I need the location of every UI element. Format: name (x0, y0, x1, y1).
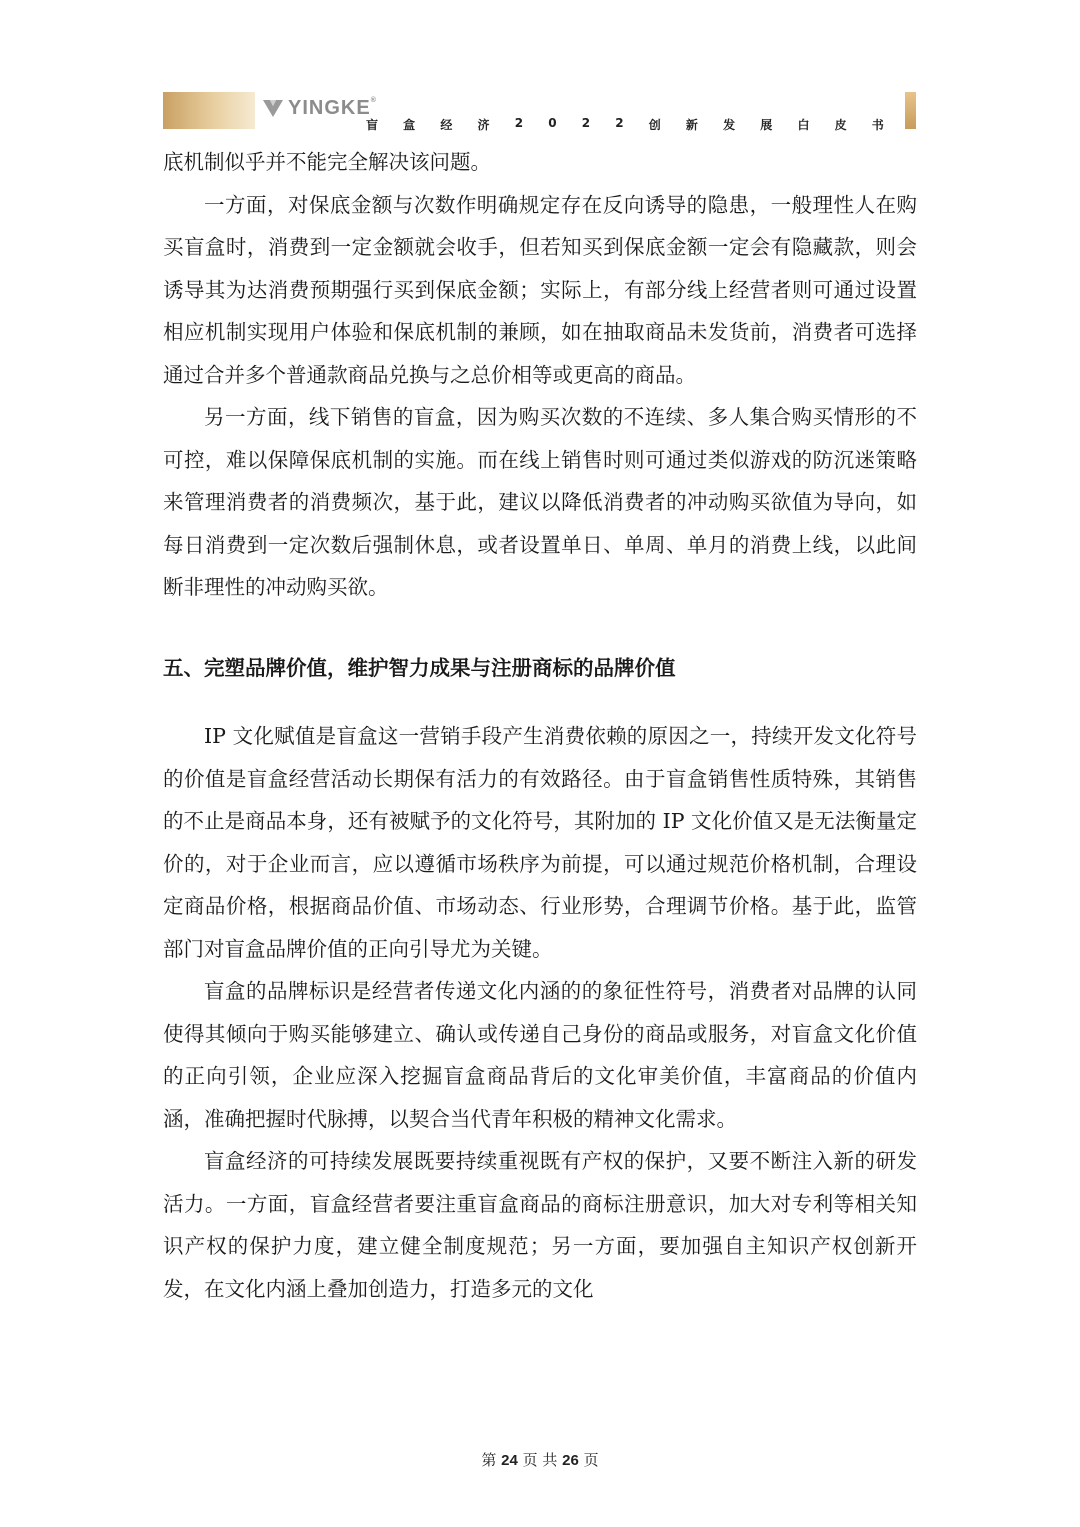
paragraph: 盲盒的品牌标识是经营者传递文化内涵的的象征性符号，消费者对品牌的认同使得其倾向于购买能够建立、确认或传递自己身份的商品或服务，对盲盒文化价值的正向引领，企业应深入挖掘盲盒商品背后的文化审美价值，丰富商品的价值内涵，准确把握时代脉搏，以契合当代青年积极的精神文化需求。 (163, 979, 917, 1131)
title-char: 盒 (403, 118, 416, 132)
document-title (366, 116, 884, 133)
title-char: 盲 (366, 118, 379, 132)
paragraph: 底机制似乎并不能完全解决该问题。 (163, 150, 491, 174)
footer-middle: 页 共 (522, 1451, 558, 1469)
paragraph: 盲盒经济的可持续发展既要持续重视既有产权的保护，又要不断注入新的研发活力。一方面，盲盒经营者要注重盲盒商品的商标注册意识，加大对专利等相关知识产权的保护力度，建立健全制度规范；另一方面，要加强自主知识产权创新开发，在文化内涵上叠加创造力，打造多元的文化 (163, 1149, 917, 1301)
header-gold-tab (905, 92, 916, 129)
paragraph: IP 文化赋值是盲盒这一营销手段产生消费依赖的原因之一，持续开发文化符号的价值是盲盒经营活动长期保有活力的有效路径。由于盲盒销售性质特殊，其销售的不止是商品本身，还有被赋予的文化符号，其附加的 IP 文化价值又是无法衡量定价的，对于企业而言，应以遵循市场秩序为前提，可以通过规范价格机制，合理设定商品价格，根据商品价值、市场动态、行业形势，合理调节价格。基于此，监管部门对盲盒品牌价值的正向引导尤为关键。 (163, 724, 917, 961)
title-char: 书 (871, 118, 884, 132)
section-heading: 五、完塑品牌价值，维护智力成果与注册商标的品牌价值 (163, 655, 676, 680)
title-char: 2 (581, 116, 591, 130)
title-char: 2 (514, 116, 524, 130)
title-char: 展 (760, 118, 773, 132)
title-char: 0 (548, 116, 557, 130)
title-char: 发 (723, 118, 736, 132)
yingke-logo-icon (262, 97, 284, 119)
footer-prefix: 第 (481, 1451, 497, 1469)
title-char: 白 (797, 118, 810, 132)
current-page-number: 24 (501, 1452, 518, 1469)
title-char: 新 (685, 118, 698, 132)
title-char: 皮 (834, 118, 847, 132)
title-char: 经 (440, 118, 453, 132)
page-content (163, 141, 917, 1310)
header-gold-band (163, 92, 255, 129)
title-char: 济 (477, 118, 490, 132)
title-char: 2 (615, 116, 624, 130)
paragraph: 另一方面，线下销售的盲盒，因为购买次数的不连续、多人集合购买情形的不可控，难以保障保底机制的实施。而在线上销售时则可通过类似游戏的防沉迷策略来管理消费者的消费频次，基于此，建议以降低消费者的冲动购买欲值为导向，如每日消费到一定次数后强制休息，或者设置单日、单周、单月的消费上线，以此间断非理性的冲动购买欲。 (163, 405, 917, 599)
logo-text: YINGKE® (288, 96, 377, 119)
footer-suffix: 页 (583, 1451, 599, 1469)
title-char: 创 (648, 118, 661, 132)
paragraph: 一方面，对保底金额与次数作明确规定存在反向诱导的隐患，一般理性人在购买盲盒时，消费到一定金额就会收手，但若知买到保底金额一定会有隐藏款，则会诱导其为达消费预期强行买到保底金额；实际上，有部分线上经营者则可通过设置相应机制实现用户体验和保底机制的兼顾，如在抽取商品未发货前，消费者可选择通过合并多个普通款商品兑换与之总价相等或更高的商品。 (163, 192, 917, 387)
total-pages-number: 26 (562, 1452, 579, 1469)
page-footer (0, 1449, 1080, 1470)
yingke-logo (262, 94, 377, 122)
